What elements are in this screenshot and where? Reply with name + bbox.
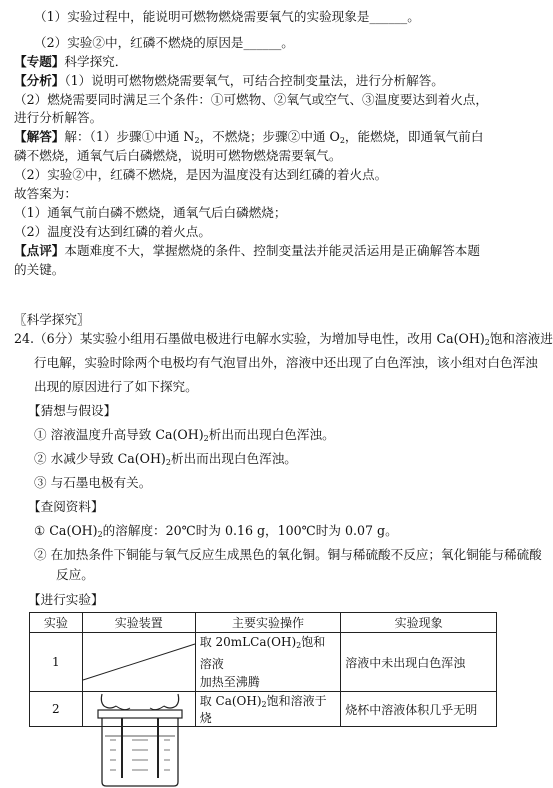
- header-operation: 主要实验操作: [195, 613, 341, 633]
- question-1-text: （1）实验过程中，能说明可燃物燃烧需要氧气的实验现象是______。: [34, 9, 420, 24]
- row1-operation: [195, 633, 341, 692]
- analysis-text-1: （1）说明可燃物燃烧需要氧气，可结合控制变量法，进行分析解答。: [64, 73, 444, 88]
- hypothesis-2: [34, 451, 297, 471]
- reference-2-line-1: ② 在加热条件下铜能与氧气反应生成黑色的氧化铜。铜与稀硫酸不反应；氧化铜能与稀硫酸: [34, 547, 542, 562]
- row2-result: 烧杯中溶液体积几乎无明: [341, 692, 497, 727]
- answer-line-1: [14, 129, 483, 149]
- hyp1-text-a: ① 溶液温度升高导致 Ca(OH): [34, 427, 204, 442]
- q24-line-1: [14, 331, 553, 351]
- reference-1: [34, 523, 398, 543]
- reference-2-line-2: 反应。: [56, 567, 94, 582]
- comment-tag: 【点评】: [14, 243, 65, 258]
- hypothesis-title: 【猜想与假设】: [28, 403, 117, 418]
- q24-sub: 2: [484, 338, 490, 347]
- answer-text-1c: ，能燃烧，即通氧气前白: [344, 129, 484, 144]
- answer-sub-1: 2: [194, 136, 200, 145]
- diagonal-slash: [83, 643, 195, 681]
- hyp1-sub: 2: [203, 434, 209, 443]
- hypothesis-1: [34, 427, 335, 447]
- table-row: [30, 633, 497, 692]
- hyp1-text-b: 析出而出现白色浑浊。: [208, 427, 335, 442]
- comment-text-1: 本题难度不大，掌握燃烧的条件、控制变量法并能灵活运用是正确解答本题: [64, 243, 480, 258]
- header-experiment: 实验: [30, 613, 83, 633]
- q24-line-3: 出现的原因进行了如下探究。: [34, 379, 198, 394]
- q24-line-2: 行电解，实验时除两个电极均有气泡冒出外，溶液中还出现了白色浑浊，该小组对白色浑浊: [34, 355, 538, 370]
- analysis-line-1: [14, 73, 444, 89]
- experiment-title: 【进行实验】: [28, 592, 104, 607]
- comment-line-2: 的关键。: [14, 262, 65, 277]
- row1-result: 溶液中未出现白色浑浊: [341, 633, 497, 692]
- ref1-text-b: 的溶解度：20℃时为 0.16 g，100℃时为 0.07 g。: [102, 523, 398, 538]
- q24-text-a: 24.（6分）某实验小组用石墨做电极进行电解水实验，为增加导电性，改用 Ca(OH): [14, 331, 485, 346]
- final-answer-2: （2）温度没有达到红磷的着火点。: [14, 224, 211, 239]
- topic-tag: 【专题】: [14, 54, 65, 69]
- answer-tag: 【解答】: [14, 129, 65, 144]
- question-2-text: （2）实验②中，红磷不燃烧的原因是______。: [34, 35, 294, 50]
- topic-text: 科学探究．: [64, 54, 128, 69]
- hypothesis-3: ③ 与石墨电极有关。: [34, 475, 152, 490]
- hyp2-text-b: 析出而出现白色浑浊。: [170, 451, 297, 466]
- row1-number: 1: [30, 633, 83, 692]
- section-title: 〖科学探究〗: [14, 312, 90, 327]
- final-answer-1: （1）通氧气前白磷不燃烧，通氧气后白磷燃烧；: [14, 205, 287, 220]
- row2-op-b: 饱和溶液于烧: [199, 694, 327, 725]
- ref1-sub: 2: [97, 530, 103, 539]
- row1-apparatus-empty: [82, 633, 195, 692]
- analysis-tag: 【分析】: [14, 73, 65, 88]
- answer-line-3: （2）实验②中，红磷不燃烧，是因为温度没有达到红磷的着火点。: [14, 167, 388, 182]
- row2-operation: [195, 692, 341, 727]
- row2-op-sub: 2: [261, 700, 267, 709]
- row1-op-a: 取 20mLCa(OH): [199, 635, 297, 649]
- hyp2-sub: 2: [165, 458, 171, 467]
- answer-line-2: 磷不燃烧，通氧气后白磷燃烧，说明可燃物燃烧需要氧气。: [14, 148, 342, 163]
- row1-op-b: 饱和溶液: [199, 635, 326, 671]
- electrolysis-apparatus-illustration: [80, 690, 200, 788]
- row1-op-line2: 加热至沸腾: [199, 675, 260, 689]
- header-apparatus: 实验装置: [82, 613, 195, 633]
- so-answer-label: 故答案为：: [14, 186, 77, 201]
- row1-op-sub: 2: [296, 641, 302, 650]
- answer-text-1b: ，不燃烧；步骤②中通 O: [199, 129, 340, 144]
- row2-op-a: 取 Ca(OH): [199, 694, 262, 708]
- comment-line-1: [14, 243, 480, 259]
- header-phenomenon: 实验现象: [341, 613, 497, 633]
- hyp2-text-a: ② 水减少导致 Ca(OH): [34, 451, 166, 466]
- q24-text-b: 饱和溶液进: [489, 331, 553, 346]
- analysis-line-3: 进行分析解答。: [14, 110, 103, 125]
- answer-sub-2: 2: [339, 136, 345, 145]
- analysis-line-2: （2）燃烧需要同时满足三个条件：①可燃物、②氧气或空气、③温度要达到着火点，: [14, 92, 488, 107]
- answer-text-1a: 解：（1）步骤①中通 N: [64, 129, 195, 144]
- row2-number: 2: [30, 692, 83, 727]
- table-header-row: [30, 613, 497, 633]
- reference-title: 【查阅资料】: [28, 499, 104, 514]
- ref1-text-a: ① Ca(OH): [34, 523, 98, 538]
- topic-line: [14, 54, 127, 70]
